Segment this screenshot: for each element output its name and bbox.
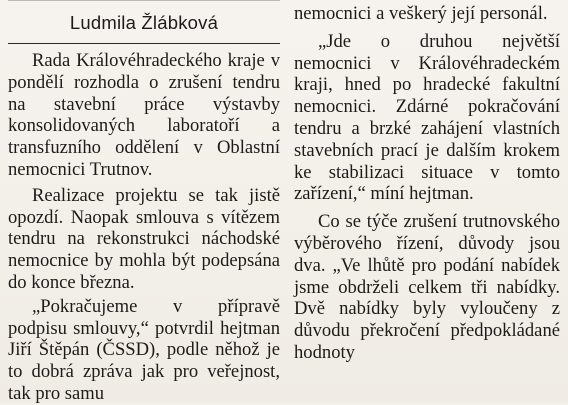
right-column — [294, 0, 560, 364]
article-paragraph: Rada Královéhradeckého kraje v pondělí rozhodla o zrušení tendru na stavební práce výstavby konsolidovaných laboratoří a transfuzního oddělení v Oblastní nemocnici Trutnov. — [8, 50, 280, 180]
article-paragraph: „Jde o druhou největší nemocnici v Královéhradeckém kraji, hned po hradecké fakultní nemocnici. Zdárné pokračování tendru a brzké zahájení vlastních stavebních prací je dalším krokem ke stabilizaci situace v tomto zařízení,“ míní hejtman. — [294, 30, 560, 205]
article-paragraph: Co se týče zrušení trutnovského výběrového řízení, důvody jsou dva. „Ve lhůtě pro podání nabídek jsme obdrželi celkem tři nabídky. Dvě nabídky byly vyloučeny z důvodu překročení předpokládané hodnoty — [294, 211, 560, 363]
article-paragraph: Realizace projektu se tak jistě opozdí. Naopak smlouva s vítězem tendru na rekonstrukci náchodské nemocnice by mohla být podepsána do konce března. — [8, 184, 280, 293]
article-paragraph-continued: nemocnici a veškerý její personál. — [294, 3, 548, 24]
article-paragraph: „Pokračujeme v přípravě podpisu smlouvy,“ potvrdil hejtman Jiří Štěpán (ČSSD), podle něhož je to dobrá zpráva jak pro veřejnost, tak pro samu — [8, 295, 280, 404]
left-column — [8, 0, 280, 405]
author-byline: Ludmila Žlábková — [8, 0, 280, 44]
